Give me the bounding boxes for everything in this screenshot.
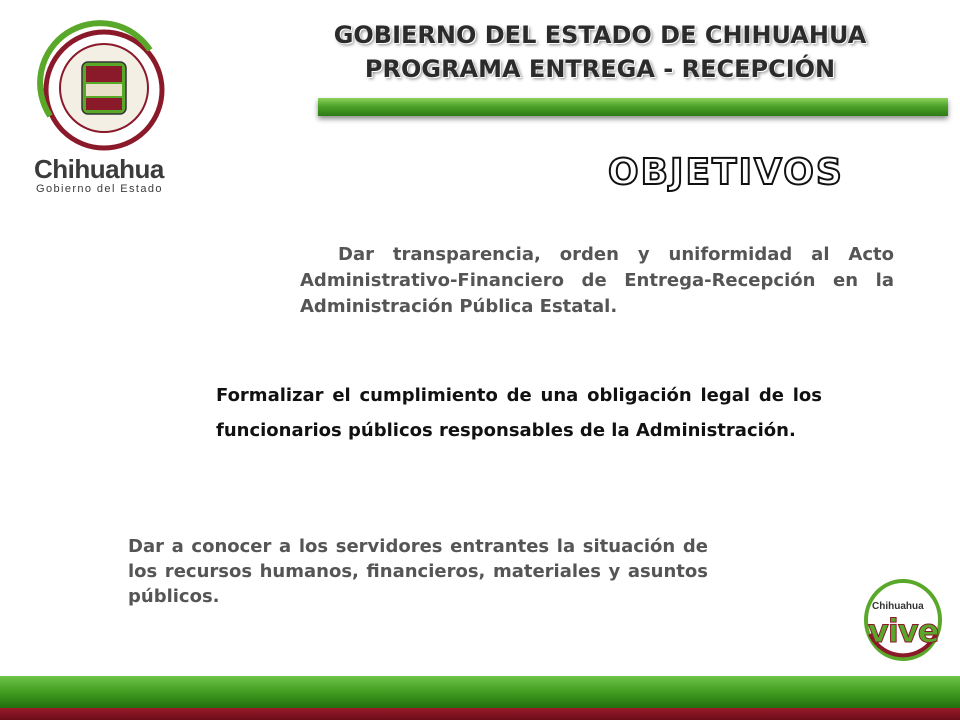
- logo-subtitle: Gobierno del Estado: [36, 183, 163, 195]
- header-line-1: GOBIERNO DEL ESTADO DE CHIHUAHUA: [333, 21, 867, 49]
- objective-1: Dar transparencia, orden y uniformidad al Acto Administrativo-Financiero de Entrega-Recepción en la Administración Pública Estatal.: [300, 244, 894, 317]
- logo-name: Chihuahua: [34, 154, 164, 184]
- header-divider: [318, 98, 948, 116]
- state-government-logo: [20, 20, 178, 195]
- footer-green-band: [0, 676, 960, 710]
- objective-3: Dar a conocer a los servidores entrantes la situación de los recursos humanos, financieros, materiales y asuntos públicos.: [128, 536, 708, 607]
- header-line-2: PROGRAMA ENTREGA - RECEPCIÓN: [364, 55, 836, 83]
- badge-word: vive: [868, 612, 939, 650]
- badge-label: Chihuahua: [872, 601, 924, 612]
- footer-red-band: [0, 708, 960, 720]
- objective-2: Formalizar el cumplimiento de una obligación legal de los funcionarios públicos responsables de la Administración.: [216, 385, 822, 441]
- section-title: OBJETIVOS: [608, 152, 844, 193]
- page-header: [300, 18, 900, 86]
